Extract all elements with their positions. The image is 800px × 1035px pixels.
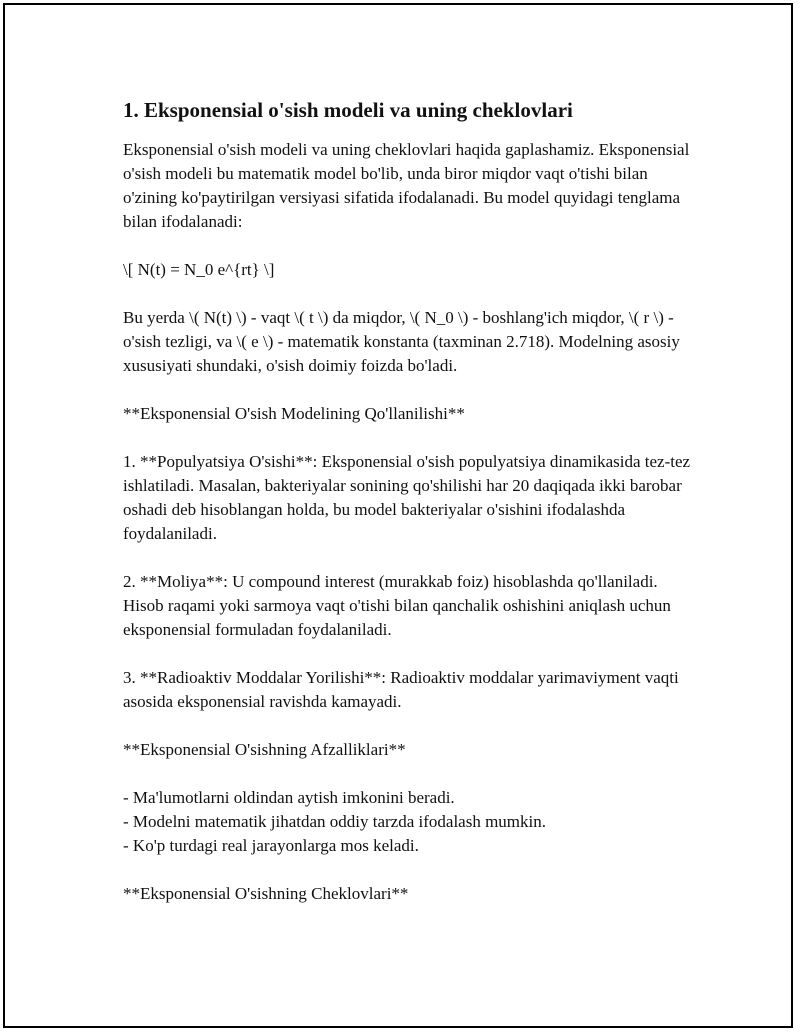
page-frame <box>3 3 793 1028</box>
application-item-finance: 2. **Moliya**: U compound interest (murakkab foiz) hisoblashda qo'llaniladi. Hisob raqami yoki sarmoya vaqt o'tishi bilan qanchalik oshishini aniqlash uchun eksponensial formuladan foydalaniladi. <box>123 572 671 639</box>
list-item: - Ko'p turdagi real jarayonlarga mos keladi. <box>123 836 419 855</box>
definition-paragraph: Bu yerda \( N(t) \) - vaqt \( t \) da miqdor, \( N_0 \) - boshlang'ich miqdor, \( r \) - o'sish tezligi, va \( e \) - matematik konstanta (taxminan 2.718). Modelning asosiy xususiyati shundaki, o'sish doimiy foizda bo'ladi. <box>123 308 680 375</box>
limitations-heading: **Eksponensial O'sishning Cheklovlari** <box>123 884 409 903</box>
list-item: - Ma'lumotlarni oldindan aytish imkonini beradi. <box>123 788 455 807</box>
equation-paragraph: \[ N(t) = N_0 e^{rt} \] <box>123 260 275 279</box>
list-item: - Modelni matematik jihatdan oddiy tarzda ifodalash mumkin. <box>123 812 547 831</box>
advantages-heading: **Eksponensial O'sishning Afzalliklari** <box>123 740 406 759</box>
document-body <box>123 96 693 930</box>
application-item-population: 1. **Populyatsiya O'sishi**: Eksponensial o'sish populyatsiya dinamikasida tez-tez ishlatiladi. Masalan, bakteriyalar sonining qo'shilishi har 20 daqiqada ikki barobar oshadi deb hisoblangan holda, bu model bakteriyalar o'sishini ifodalashda foydalaniladi. <box>123 452 691 543</box>
applications-heading: **Eksponensial O'sish Modelining Qo'llanilishi** <box>123 404 465 423</box>
application-item-radioactive: 3. **Radioaktiv Moddalar Yorilishi**: Radioaktiv moddalar yarimaviyment vaqti asosida eksponensial ravishda kamayadi. <box>123 668 679 711</box>
document-title: 1. Eksponensial o'sish modeli va uning cheklovlari <box>123 98 573 122</box>
intro-paragraph: Eksponensial o'sish modeli va uning cheklovlari haqida gaplashamiz. Eksponensial o'sish modeli bu matematik model bo'lib, unda biror miqdor vaqt o'tishi bilan o'zining ko'paytirilgan versiyasi sifatida ifodalanadi. Bu model quyidagi tenglama bilan ifodalanadi: <box>123 140 690 231</box>
advantages-list <box>123 786 693 858</box>
